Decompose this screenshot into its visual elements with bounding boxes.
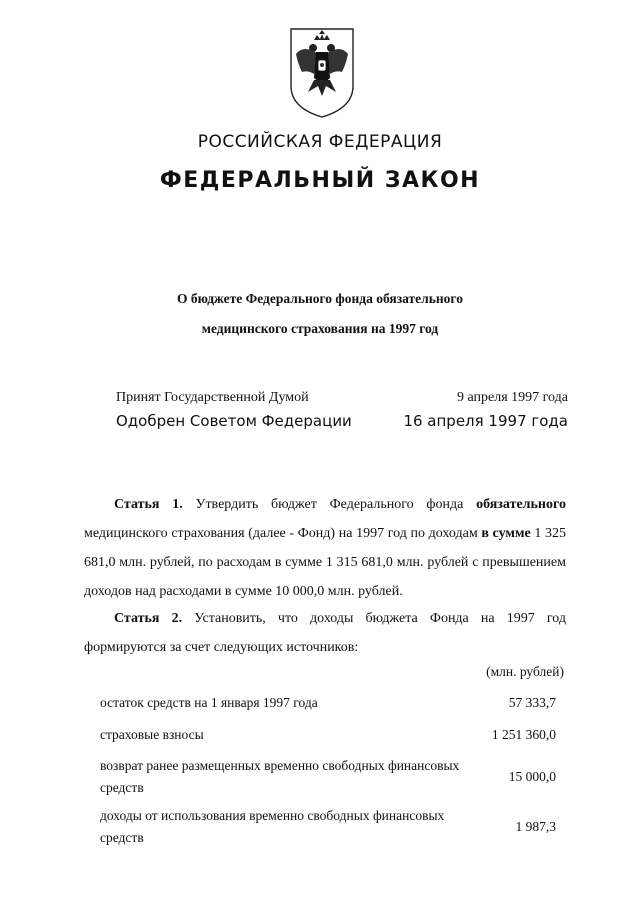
article-2-text: Установить, что доходы бюджета Фонда на 1997 год формируются за счет следующих источников: xyxy=(84,611,567,655)
income-value: 15 000,0 xyxy=(508,769,556,784)
council-approval-row xyxy=(116,412,568,430)
article-1-text-c: медицинского страхования (далее - Фонд) на 1997 год по доходам xyxy=(84,526,482,541)
table-row xyxy=(100,688,556,718)
income-label: остаток средств на 1 января 1997 года xyxy=(100,695,318,710)
table-row xyxy=(100,802,556,852)
income-label: страховые взносы xyxy=(100,727,204,742)
article-1-paragraph xyxy=(84,490,566,606)
article-1-text-d: в сумме xyxy=(481,526,531,541)
article-2-paragraph xyxy=(84,604,566,662)
council-label: Одобрен Советом Федерации xyxy=(116,412,352,430)
income-value: 57 333,7 xyxy=(508,695,556,710)
article-1-text-b: обязательного xyxy=(476,497,566,512)
income-value: 1 987,3 xyxy=(515,819,556,834)
council-date: 16 апреля 1997 года xyxy=(403,412,568,430)
income-label: возврат ранее размещенных временно свободных финансовых средств xyxy=(100,758,460,795)
law-title-line-2: медицинского страхования на 1997 год xyxy=(201,321,439,336)
duma-adoption-row xyxy=(116,390,568,406)
table-row xyxy=(100,752,556,802)
duma-label: Принят Государственной Думой xyxy=(116,390,309,405)
document-type: ФЕДЕРАЛЬНЫЙ ЗАКОН xyxy=(159,168,481,193)
coat-of-arms-icon xyxy=(288,26,356,120)
article-1-text-a: Утвердить бюджет Федерального фонда xyxy=(195,497,477,512)
duma-date: 9 апреля 1997 года xyxy=(457,390,568,405)
income-value: 1 251 360,0 xyxy=(491,727,556,742)
unit-label: (млн. рублей) xyxy=(486,664,564,679)
country-name: РОССИЙСКАЯ ФЕДЕРАЦИЯ xyxy=(197,132,443,152)
income-label: доходы от использования временно свободных финансовых средств xyxy=(100,808,445,845)
income-sources-table xyxy=(100,688,556,852)
article-1-text-e: 1 325 681,0 млн. рублей, по расходам в сумме 1 315 681,0 млн. рублей с превышением доходов над расходами в сумме 10 000,0 млн. рублей. xyxy=(84,526,567,599)
article-2-label: Статья 2. xyxy=(114,611,183,626)
table-row xyxy=(100,718,556,752)
article-1-label: Статья 1. xyxy=(114,497,183,512)
law-title-line-1: О бюджете Федерального фонда обязательного xyxy=(177,291,463,306)
